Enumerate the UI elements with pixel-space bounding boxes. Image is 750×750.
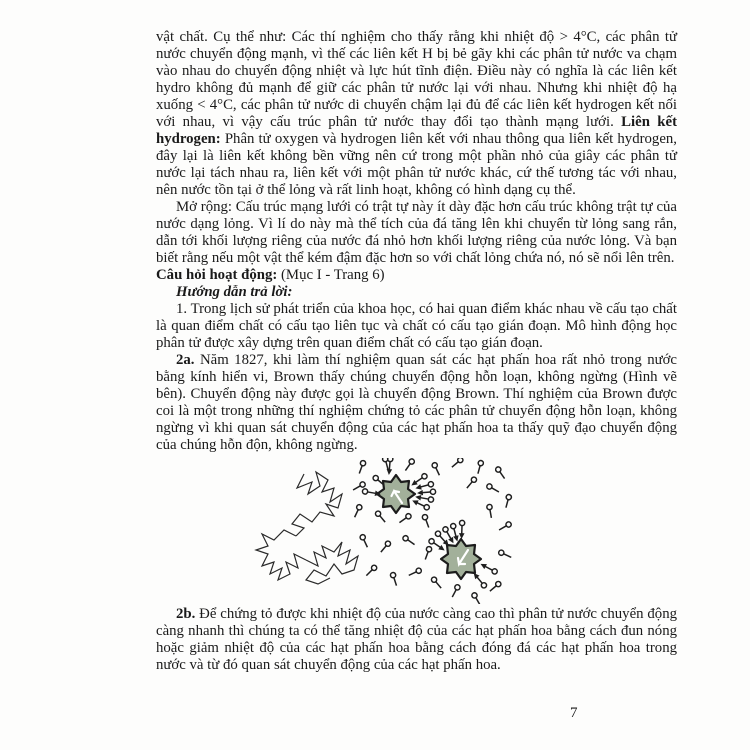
figure-brownian-motion <box>156 458 677 604</box>
paragraph-answer-1: 1. Trong lịch sử phát triển của khoa học, có hai quan điểm khác nhau về cấu tạo chất là quan điểm chất có cấu tạo liên tục và chất có cấu tạo gián đoạn. Mô hình động học phân tử được xây dựng trên quan điểm chất có cấu tạo gián đoạn. <box>156 301 677 351</box>
pollen-grain-icon <box>377 475 415 513</box>
page-content <box>156 29 677 674</box>
paragraph-answer-2b: 2b. Để chứng tỏ được khi nhiệt độ của nước càng cao thì phân tử nước chuyển động càng nhanh thì chúng ta có thể tăng nhiệt độ của các hạt phấn hoa bằng cách đun nóng hoặc giảm nhiệt độ của các hạt phấn hoa bằng cách đóng đá các hạt phấn hoa trong nước và từ đó quan sát chuyển động của các hạt phấn hoa. <box>156 606 677 673</box>
heading-activity-question: Câu hỏi hoạt động: (Mục I - Trang 6) <box>156 267 385 283</box>
water-molecules-icon <box>352 458 513 604</box>
paragraph-answer-2a: 2a. Năm 1827, khi làm thí nghiệm quan sát các hạt phấn hoa rất nhỏ trong nước bằng kính hiển vi, Brown thấy chúng chuyển động hỗn loạn, không ngừng (Hình vẽ bên). Chuyển động này được gọi là chuyển động Brown. Thí nghiệm của Brown được coi là một trong những thí nghiệm chứng tỏ các phân tử chuyển động hỗn loạn, không ngừng vì khi quan sát chuyển động của các hạt phấn hoa ta thấy quỹ đạo chuyển động của chúng hỗn độn, không ngừng. <box>156 352 677 453</box>
brownian-motion-sketch <box>240 458 518 604</box>
pollen-grain-icon <box>441 539 481 579</box>
paragraph-expansion-note: Mở rộng: Cấu trúc mạng lưới có trật tự này ít dày đặc hơn cấu trúc không trật tự của nước dạng lỏng. Vì lí do này mà thể tích của đá tăng lên khi chuyển từ lỏng sang rắn, dẫn tới khối lượng riêng của nước đá nhỏ hơn khối lượng riêng của nước lỏng. Và bạn biết rằng nếu một vật thể kém đậm đặc hơn so với chất lỏng chứa nó, nó sẽ nổi lên trên. <box>156 199 677 266</box>
page-number: 7 <box>570 705 578 721</box>
brownian-trajectory-icon <box>256 472 358 584</box>
subheading-answer-guide: Hướng dẫn trả lời: <box>176 284 293 300</box>
paragraph-water-structure: vật chất. Cụ thể như: Các thí nghiệm cho thấy rằng khi nhiệt độ > 4°C, các phân tử nước chuyển động mạnh, vì thế các liên kết H bị bẻ gãy khi các phân tử nước va chạm vào nhau do chuyển động nhiệt và lực hút tĩnh điện. Điều này có nghĩa là các liên kết hydro không đủ mạnh để giữ các phân tử nước lại với nhau. Nhưng khi nhiệt độ hạ xuống < 4°C, các phân tử nước di chuyển chậm lại đủ để các liên kết hydrogen kết nối với nhau, vì vậy cấu trúc phân tử nước thay đổi tạo thành mạng lưới. Liên kết hydrogen: Phân tử oxygen và hydrogen liên kết với nhau thông qua liên kết hydrogen, đây lại là liên kết không bền vững nên cứ trong một phần nhỏ của giây các phân tử nước lại tách nhau ra, liên kết với một phân tử nước khác, cứ thế tương tác với nhau, nên nước tồn tại ở thể lỏng và rất linh hoạt, không có hình dạng cụ thể. <box>156 29 677 198</box>
